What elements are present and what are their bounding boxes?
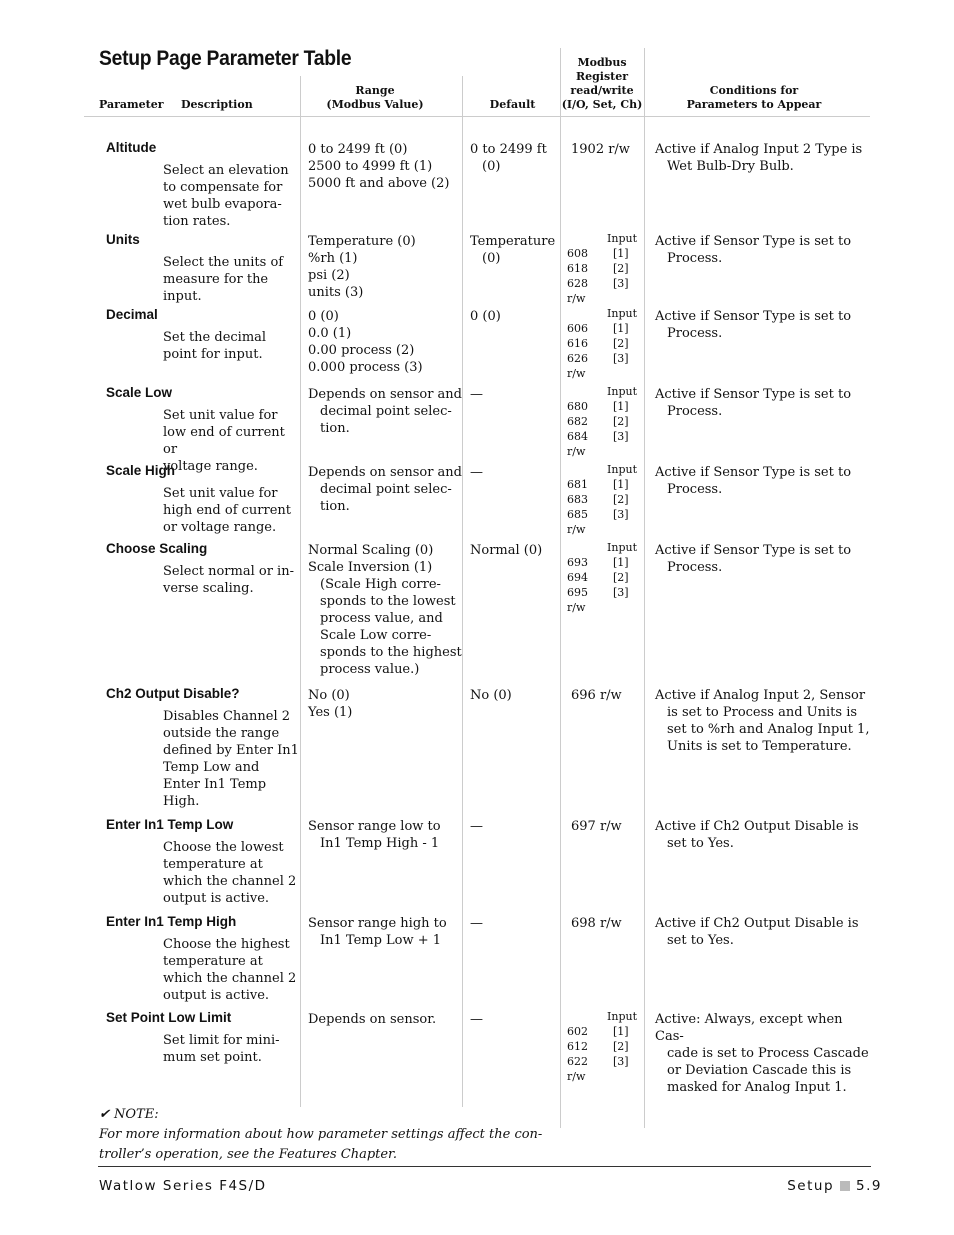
range-cell — [308, 687, 463, 721]
range-line: 2500 to 4999 ft (1) — [308, 159, 433, 174]
conditions-cell — [655, 687, 870, 755]
register-rw: r/w — [567, 445, 586, 458]
modbus-register: 1902 r/w — [571, 142, 630, 157]
register-channel: [3] — [613, 277, 629, 290]
header-conditions — [650, 84, 858, 112]
range-line: Yes (1) — [308, 705, 353, 720]
range-line: tion. — [320, 499, 350, 514]
default-cell — [470, 308, 560, 325]
range-line: decimal point selec- — [320, 482, 452, 497]
default-line: (0) — [482, 159, 501, 174]
square-icon — [840, 1181, 850, 1191]
header-modbus-line: Modbus — [577, 56, 627, 69]
conditions-line: Process. — [667, 251, 723, 266]
register-channel: [1] — [613, 556, 629, 569]
modbus-register-line — [567, 351, 641, 366]
range-cell — [308, 1011, 463, 1028]
modbus-register-line — [567, 477, 641, 492]
range-line: sponds to the lowest — [320, 594, 456, 609]
register-number: 694 — [567, 571, 588, 584]
note-label: ✔ NOTE: — [99, 1107, 159, 1122]
description-line: tion rates. — [163, 214, 231, 229]
header-description: Description — [181, 98, 253, 111]
footer-page — [787, 1178, 882, 1194]
description-line: Select an elevation — [163, 163, 289, 178]
parameter-description — [163, 329, 303, 363]
default-line: 0 to 2499 ft — [470, 142, 547, 157]
header-modbus — [558, 56, 646, 112]
parameter-name: Scale Low — [106, 385, 173, 400]
register-channel: [1] — [613, 478, 629, 491]
register-channel: [1] — [613, 247, 629, 260]
register-number: 618 — [567, 262, 588, 275]
default-cell — [470, 542, 560, 559]
conditions-cell — [655, 464, 870, 498]
range-cell — [308, 818, 463, 852]
range-cell — [308, 386, 463, 437]
modbus-input-label: Input — [607, 232, 637, 245]
range-line: (Scale High corre- — [320, 577, 441, 592]
description-line: measure for the — [163, 272, 269, 287]
description-line: Set limit for mini- — [163, 1033, 280, 1048]
default-cell — [470, 1011, 560, 1028]
note — [99, 1105, 542, 1165]
description-line: Set unit value for — [163, 408, 278, 423]
range-line: Sensor range high to — [308, 916, 447, 931]
default-cell — [470, 915, 560, 932]
range-line: Temperature (0) — [308, 234, 416, 249]
note-line: troller’s operation, see the Features Chapter. — [99, 1147, 397, 1162]
default-cell — [470, 818, 560, 835]
header-conditions-line: Parameters to Appear — [686, 98, 822, 111]
parameter-description — [163, 254, 303, 305]
default-line: Temperature — [470, 234, 556, 249]
modbus-register-line — [567, 399, 641, 414]
range-line: 5000 ft and above (2) — [308, 176, 450, 191]
register-number: 628 — [567, 277, 588, 290]
modbus-register-line — [567, 246, 641, 261]
modbus-input-label: Input — [607, 1010, 637, 1023]
modbus-register-line — [567, 414, 641, 429]
modbus-register — [567, 306, 641, 381]
parameter-name: Enter In1 Temp Low — [106, 817, 234, 832]
description-line: output is active. — [163, 891, 270, 906]
modbus-register-line — [567, 1054, 641, 1069]
conditions-line: is set to Process and Units is — [667, 705, 858, 720]
register-channel: [2] — [613, 1040, 629, 1053]
register-number: 608 — [567, 247, 588, 260]
header-conditions-line: Conditions for — [709, 84, 799, 97]
register-number: 682 — [567, 415, 588, 428]
parameter-description — [163, 936, 303, 1004]
register-rw: r/w — [567, 523, 586, 536]
range-cell — [308, 915, 463, 949]
register-number: 680 — [567, 400, 588, 413]
conditions-line: or Deviation Cascade this is — [667, 1063, 852, 1078]
range-line: Sensor range low to — [308, 819, 441, 834]
range-line: Normal Scaling (0) — [308, 543, 434, 558]
conditions-cell — [655, 233, 870, 267]
modbus-register-line — [567, 1039, 641, 1054]
range-line: Depends on sensor. — [308, 1012, 437, 1027]
range-line: 0.00 process (2) — [308, 343, 415, 358]
description-line: Choose the lowest — [163, 840, 284, 855]
modbus-register-line — [567, 555, 641, 570]
conditions-line: Active: Always, except when Cas- — [655, 1012, 843, 1044]
description-line: voltage range. — [163, 459, 258, 474]
description-line: verse scaling. — [163, 581, 254, 596]
modbus-register — [567, 231, 641, 306]
description-line: Temp Low and — [163, 760, 260, 775]
description-line: to compensate for — [163, 180, 283, 195]
range-line: Depends on sensor and — [308, 465, 462, 480]
modbus-input-label: Input — [607, 307, 637, 320]
header-divider — [84, 116, 870, 117]
range-cell — [308, 233, 463, 301]
conditions-line: set to Yes. — [667, 836, 734, 851]
register-number: 693 — [567, 556, 588, 569]
parameter-name: Altitude — [106, 140, 157, 155]
description-line: High. — [163, 794, 200, 809]
range-cell — [308, 308, 463, 376]
register-channel: [3] — [613, 1055, 629, 1068]
range-cell — [308, 542, 463, 678]
range-line: process value.) — [320, 662, 420, 677]
range-line: 0 (0) — [308, 309, 339, 324]
default-line: — — [470, 916, 483, 931]
description-line: output is active. — [163, 988, 270, 1003]
description-line: or voltage range. — [163, 520, 277, 535]
register-number: 683 — [567, 493, 588, 506]
modbus-register-line — [567, 336, 641, 351]
description-line: which the channel 2 — [163, 874, 297, 889]
parameter-description — [163, 485, 303, 536]
default-cell — [470, 687, 560, 704]
conditions-cell — [655, 915, 870, 949]
range-line: process value, and — [320, 611, 443, 626]
header-range-line: (Modbus Value) — [326, 98, 424, 111]
modbus-register-line — [567, 507, 641, 522]
range-line: sponds to the highest — [320, 645, 462, 660]
register-number: 612 — [567, 1040, 588, 1053]
register-channel: [3] — [613, 430, 629, 443]
header-range — [300, 84, 450, 112]
conditions-line: Process. — [667, 326, 723, 341]
conditions-line: Wet Bulb-Dry Bulb. — [667, 159, 794, 174]
range-cell — [308, 141, 463, 192]
parameter-name: Decimal — [106, 307, 158, 322]
description-line: Disables Channel 2 — [163, 709, 291, 724]
modbus-register-line — [567, 492, 641, 507]
column-divider — [644, 48, 645, 1128]
conditions-cell — [655, 308, 870, 342]
description-line: Set unit value for — [163, 486, 278, 501]
register-number: 685 — [567, 508, 588, 521]
conditions-cell — [655, 818, 870, 852]
description-line: point for input. — [163, 347, 263, 362]
default-line: No (0) — [470, 688, 512, 703]
parameter-name: Ch2 Output Disable? — [106, 686, 240, 701]
conditions-line: set to Yes. — [667, 933, 734, 948]
description-line: wet bulb evapora- — [163, 197, 282, 212]
register-channel: [2] — [613, 415, 629, 428]
header-default: Default — [489, 98, 536, 111]
conditions-cell — [655, 141, 870, 175]
description-line: Choose the highest — [163, 937, 290, 952]
modbus-register — [567, 1009, 641, 1084]
range-line: 0.0 (1) — [308, 326, 352, 341]
register-rw: r/w — [567, 292, 586, 305]
footer-page-number: 5.9 — [856, 1178, 882, 1194]
conditions-line: cade is set to Process Cascade — [667, 1046, 869, 1061]
description-line: temperature at — [163, 857, 263, 872]
range-line: 0 to 2499 ft (0) — [308, 142, 408, 157]
modbus-register: 697 r/w — [571, 819, 622, 834]
range-line: decimal point selec- — [320, 404, 452, 419]
description-line: which the channel 2 — [163, 971, 297, 986]
parameter-description — [163, 708, 303, 810]
register-number: 616 — [567, 337, 588, 350]
description-line: input. — [163, 289, 202, 304]
parameter-name: Enter In1 Temp High — [106, 914, 237, 929]
conditions-line: Active if Sensor Type is set to — [655, 387, 852, 402]
register-number: 695 — [567, 586, 588, 599]
register-channel: [1] — [613, 322, 629, 335]
modbus-register: 696 r/w — [571, 688, 622, 703]
modbus-register-line — [567, 1024, 641, 1039]
conditions-line: Active if Ch2 Output Disable is — [655, 916, 859, 931]
register-channel: [2] — [613, 262, 629, 275]
description-line: Set the decimal — [163, 330, 267, 345]
footer-section: Setup — [787, 1178, 835, 1194]
conditions-line: Process. — [667, 482, 723, 497]
modbus-register — [567, 540, 641, 615]
register-number: 681 — [567, 478, 588, 491]
modbus-register-line — [567, 321, 641, 336]
column-divider — [560, 48, 561, 1128]
parameter-description — [163, 407, 303, 475]
register-channel: [2] — [613, 493, 629, 506]
modbus-register-line — [567, 261, 641, 276]
default-cell — [470, 141, 560, 175]
modbus-register-line — [567, 276, 641, 291]
range-line: Scale Inversion (1) — [308, 560, 433, 575]
register-number: 622 — [567, 1055, 588, 1068]
conditions-line: Active if Analog Input 2 Type is — [655, 142, 863, 157]
parameter-name: Units — [106, 232, 140, 247]
range-line: In1 Temp Low + 1 — [320, 933, 442, 948]
default-line: 0 (0) — [470, 309, 501, 324]
range-line: No (0) — [308, 688, 350, 703]
parameter-description — [163, 839, 303, 907]
parameter-name: Choose Scaling — [106, 541, 208, 556]
default-line: (0) — [482, 251, 501, 266]
default-line: — — [470, 465, 483, 480]
default-line: — — [470, 1012, 483, 1027]
modbus-register-line — [567, 429, 641, 444]
range-line: units (3) — [308, 285, 364, 300]
conditions-line: Active if Sensor Type is set to — [655, 234, 852, 249]
register-channel: [3] — [613, 352, 629, 365]
register-channel: [1] — [613, 1025, 629, 1038]
description-line: low end of current or — [163, 425, 285, 457]
conditions-line: set to %rh and Analog Input 1, — [667, 722, 870, 737]
conditions-line: Active if Sensor Type is set to — [655, 309, 852, 324]
register-number: 606 — [567, 322, 588, 335]
modbus-register — [567, 462, 641, 537]
modbus-register-line — [567, 570, 641, 585]
range-line: In1 Temp High - 1 — [320, 836, 440, 851]
default-line: — — [470, 387, 483, 402]
description-line: outside the range — [163, 726, 280, 741]
default-line: Normal (0) — [470, 543, 543, 558]
header-modbus-line: Register — [575, 70, 629, 83]
register-rw: r/w — [567, 601, 586, 614]
description-line: mum set point. — [163, 1050, 262, 1065]
parameter-name: Set Point Low Limit — [106, 1010, 232, 1025]
footer-rule — [98, 1166, 871, 1167]
conditions-line: masked for Analog Input 1. — [667, 1080, 847, 1095]
register-number: 602 — [567, 1025, 588, 1038]
conditions-cell — [655, 542, 870, 576]
parameter-name: Scale High — [106, 463, 176, 478]
header-parameter: Parameter — [99, 98, 164, 111]
description-line: temperature at — [163, 954, 263, 969]
range-line: Scale Low corre- — [320, 628, 432, 643]
register-number: 684 — [567, 430, 588, 443]
conditions-cell — [655, 1011, 870, 1096]
range-line: 0.000 process (3) — [308, 360, 423, 375]
conditions-line: Active if Sensor Type is set to — [655, 465, 852, 480]
description-line: Select the units of — [163, 255, 284, 270]
modbus-register: 698 r/w — [571, 916, 622, 931]
conditions-cell — [655, 386, 870, 420]
register-channel: [2] — [613, 571, 629, 584]
parameter-description — [163, 162, 303, 230]
conditions-line: Active if Sensor Type is set to — [655, 543, 852, 558]
register-channel: [3] — [613, 508, 629, 521]
description-line: defined by Enter In1 — [163, 743, 299, 758]
register-rw: r/w — [567, 367, 586, 380]
conditions-line: Process. — [667, 560, 723, 575]
header-modbus-line: read/write — [570, 84, 634, 97]
modbus-register-line — [567, 585, 641, 600]
conditions-line: Units is set to Temperature. — [667, 739, 852, 754]
range-line: psi (2) — [308, 268, 350, 283]
conditions-line: Active if Analog Input 2, Sensor — [655, 688, 866, 703]
page-title: Setup Page Parameter Table — [99, 47, 352, 70]
description-line: high end of current — [163, 503, 292, 518]
default-cell — [470, 386, 560, 403]
header-range-line: Range — [355, 84, 395, 97]
parameter-description — [163, 563, 303, 597]
register-channel: [3] — [613, 586, 629, 599]
range-line: %rh (1) — [308, 251, 358, 266]
parameter-description — [163, 1032, 303, 1066]
default-cell — [470, 464, 560, 481]
conditions-line: Active if Ch2 Output Disable is — [655, 819, 859, 834]
modbus-input-label: Input — [607, 385, 637, 398]
modbus-input-label: Input — [607, 541, 637, 554]
register-rw: r/w — [567, 1070, 586, 1083]
register-number: 626 — [567, 352, 588, 365]
footer-title: Watlow Series F4S/D — [99, 1178, 267, 1194]
default-line: — — [470, 819, 483, 834]
conditions-line: Process. — [667, 404, 723, 419]
range-line: Depends on sensor and — [308, 387, 462, 402]
register-channel: [2] — [613, 337, 629, 350]
modbus-register — [567, 384, 641, 459]
register-channel: [1] — [613, 400, 629, 413]
default-cell — [470, 233, 560, 267]
description-line: Enter In1 Temp — [163, 777, 267, 792]
note-line: For more information about how parameter settings affect the con- — [99, 1127, 543, 1142]
header-modbus-line: (I/O, Set, Ch) — [561, 98, 643, 111]
description-line: Select normal or in- — [163, 564, 294, 579]
range-cell — [308, 464, 463, 515]
modbus-input-label: Input — [607, 463, 637, 476]
range-line: tion. — [320, 421, 350, 436]
